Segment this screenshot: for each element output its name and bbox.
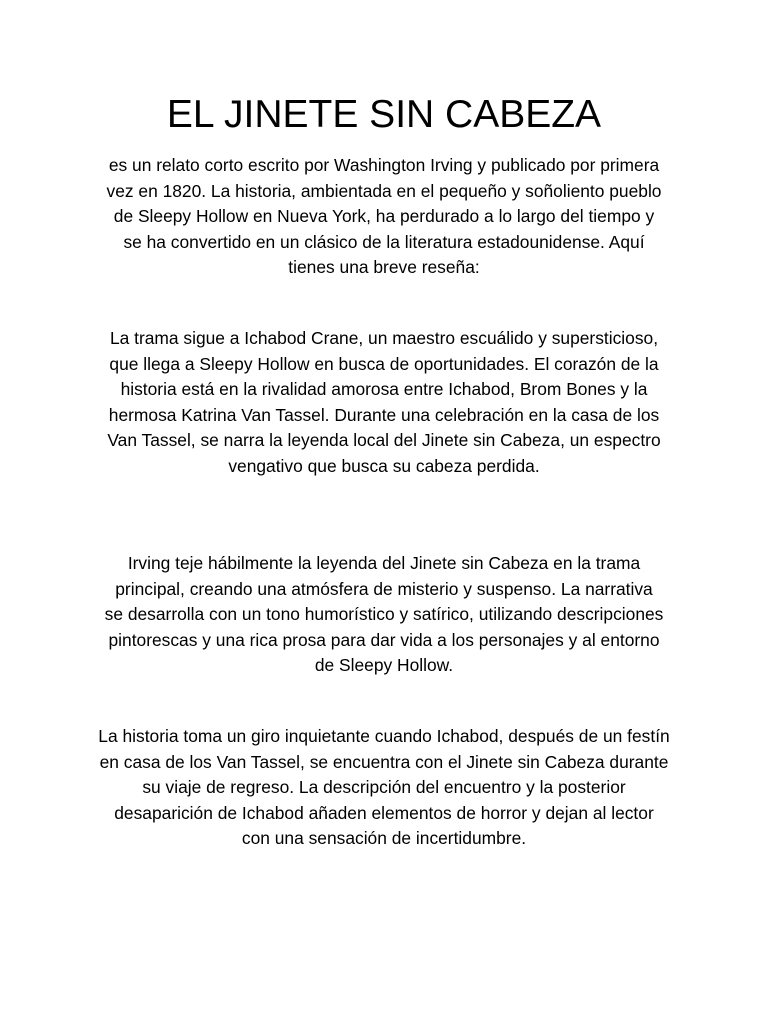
paragraph-ending: La historia toma un giro inquietante cuando Ichabod, después de un festín en casa de los Van Tassel, se encuentra con el Jinete sin Cabeza durante su viaje de regreso. La descripción del encuentro y la posterior desaparición de Ichabod añaden elementos de horror y dejan al lector con una sensación de incertidumbre. (98, 726, 670, 849)
document-title: EL JINETE SIN CABEZA (166, 93, 602, 136)
paragraph-style: Irving teje hábilmente la leyenda del Jinete sin Cabeza en la trama principal, creando una atmósfera de misterio y suspenso. La narrativa se desarrolla con un tono humorístico y satírico, utilizando descripciones pintorescas y una rica prosa para dar vida a los personajes y al entorno de Sleepy Hollow. (104, 553, 664, 676)
paragraph-plot: La trama sigue a Ichabod Crane, un maestro escuálido y supersticioso, que llega a Sleepy Hollow en busca de oportunidades. El corazón de la historia está en la rivalidad amorosa entre Ichabod, Brom Bones y la hermosa Katrina Van Tassel. Durante una celebración en la casa de los Van Tassel, se narra la leyenda local del Jinete sin Cabeza, un espectro vengativo que busca su cabeza perdida. (107, 328, 661, 476)
paragraph-intro: es un relato corto escrito por Washington Irving y publicado por primera vez en 1820. La historia, ambientada en el pequeño y soñoliento pueblo de Sleepy Hollow en Nueva York, ha perdurado a lo largo del tiempo y se ha convertido en un clásico de la literatura estadounidense. Aquí tienes una breve reseña: (106, 155, 662, 278)
